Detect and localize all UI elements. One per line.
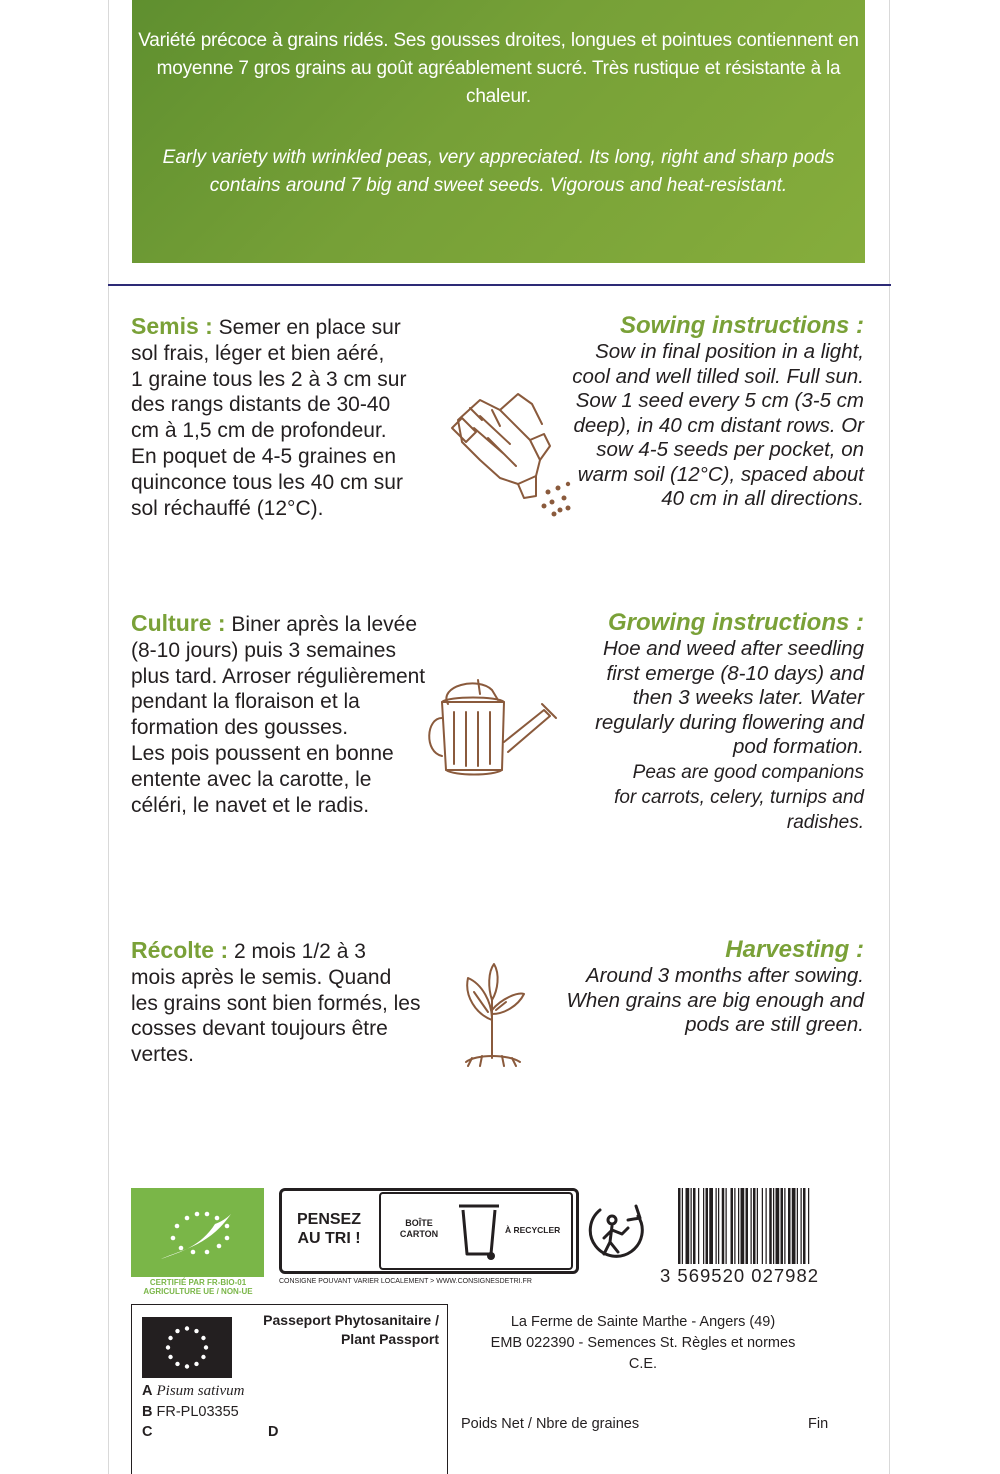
culture-line: (8-10 jours) puis 3 semaines <box>131 638 396 662</box>
eu-star-icon <box>194 1329 198 1333</box>
description-en-line1: Early variety with wrinkled peas, very appreciated. Its long, right and sharp pods <box>162 147 835 168</box>
eu-flag-icon <box>142 1317 232 1378</box>
semis-line: 1 graine tous les 2 à 3 cm sur <box>131 367 407 391</box>
sowing-line: warm soil (12°C), spaced about <box>577 462 864 486</box>
eu-leaf-icon <box>131 1188 264 1277</box>
consigne-text: CONSIGNE POUVANT VARIER LOCALEMENT > WWW.CONSIGNESDETRI.FR <box>279 1278 532 1285</box>
passport-title <box>263 1311 439 1349</box>
semis-line: En poquet de 4-5 graines en <box>131 444 397 468</box>
eu-star-icon <box>201 1336 205 1340</box>
eu-star-icon <box>168 1336 172 1340</box>
net-weight-label: Poids Net / Nbre de graines <box>461 1416 640 1432</box>
barcode-bar <box>718 1188 719 1264</box>
pensez-line2: AU TRI ! <box>297 1230 361 1247</box>
bio-cert-line2: AGRICULTURE UE / NON-UE <box>143 1287 253 1296</box>
bio-cert-line1: CERTIFIÉ PAR FR-BIO-01 <box>149 1278 247 1287</box>
triman-icon <box>582 1196 652 1266</box>
boite-line2: CARTON <box>399 1229 439 1239</box>
culture-line: Les pois poussent en bonne <box>131 741 394 765</box>
barcode-bar <box>762 1188 763 1264</box>
barcode-number: 3 569520 027982 <box>660 1265 820 1286</box>
eu-star-icon <box>175 1362 179 1366</box>
barcode-bar <box>784 1188 785 1264</box>
sowing-line: deep), in 40 cm distant rows. Or <box>573 413 864 437</box>
barcode-bar <box>682 1188 683 1264</box>
description-fr-line1: Variété précoce à grains ridés. Ses gousses droites, longues et pointues contiennent en <box>138 30 859 51</box>
passport-d-label: D <box>268 1424 279 1440</box>
passport-fields <box>142 1381 279 1443</box>
passport-title-line1: Passeport Phytosanitaire / <box>263 1312 439 1328</box>
sowing-line: Sow in final position in a light, <box>595 340 864 363</box>
eu-star-icon <box>185 1326 189 1330</box>
growing-line: Hoe and weed after seedling <box>603 637 864 660</box>
passport-b-value: FR-PL03355 <box>156 1403 239 1420</box>
gloves-icon <box>440 380 580 520</box>
barcode-bar <box>716 1188 717 1264</box>
eu-star-icon <box>201 1355 205 1359</box>
culture-line: pendant la floraison et la <box>131 690 360 714</box>
sowing-line: Sow 1 seed every 5 cm (3-5 cm <box>575 389 864 412</box>
recolte-section <box>131 938 420 1068</box>
sowing-section <box>572 312 864 512</box>
sowing-line: cool and well tilled soil. Full sun. <box>572 364 864 388</box>
eu-star-icon <box>194 1362 198 1366</box>
culture-heading: Culture : <box>131 610 226 636</box>
recolte-line: 2 mois 1/2 à 3 <box>228 940 366 963</box>
barcode-bar <box>691 1188 692 1264</box>
growing-line: first emerge (8-10 days) and <box>606 661 864 685</box>
barcode-bar <box>788 1188 791 1264</box>
barcode-bar <box>757 1188 758 1264</box>
boite-line1: BOÎTE <box>405 1218 433 1228</box>
end-date-label: Fin <box>808 1416 829 1432</box>
barcode-bar <box>686 1188 690 1264</box>
semis-line: sol frais, léger et bien aéré, <box>131 341 385 365</box>
passport-b-label: B <box>142 1403 153 1420</box>
eu-star-icon <box>185 1364 189 1368</box>
semis-line: Semer en place sur <box>212 316 401 339</box>
barcode-bar <box>753 1188 756 1264</box>
bin-icon <box>455 1200 503 1262</box>
barcode-bar <box>797 1188 798 1264</box>
producer-line2: EMB 022390 - Semences St. Règles et normes C.E. <box>490 1335 796 1372</box>
semis-line: cm à 1,5 cm de profondeur. <box>131 419 387 443</box>
growing-line: pod formation. <box>732 735 864 758</box>
eu-star-icon <box>168 1355 172 1359</box>
sowing-heading: Sowing instructions : <box>620 312 864 339</box>
harvesting-line: Around 3 months after sowing. <box>585 964 864 987</box>
passport-title-line2: Plant Passport <box>340 1331 439 1347</box>
culture-line: entente avec la carotte, le <box>131 767 372 791</box>
recolte-heading: Récolte : <box>131 937 229 963</box>
watering-can-icon <box>418 672 568 782</box>
barcode-bar <box>769 1188 772 1264</box>
passport-a-value: Pisum sativum <box>156 1383 245 1399</box>
pensez-au-tri <box>287 1210 371 1248</box>
harvesting-heading: Harvesting : <box>725 936 864 963</box>
semis-line: quinconce tous les 40 cm sur <box>131 470 403 494</box>
description-en <box>132 144 865 200</box>
barcode-bar <box>706 1188 709 1264</box>
producer-info <box>478 1312 808 1375</box>
description-en-line2: contains around 7 big and sweet seeds. Vigorous and heat-resistant. <box>209 175 788 196</box>
semis-heading: Semis : <box>131 313 213 339</box>
barcode-bar <box>722 1188 725 1264</box>
semis-line: sol réchauffé (12°C). <box>131 496 324 520</box>
barcode-bar <box>746 1188 749 1264</box>
recolte-line: les grains sont bien formés, les <box>131 991 421 1015</box>
recolte-line: vertes. <box>131 1043 195 1067</box>
barcode-bar <box>738 1188 739 1264</box>
seedling-icon <box>458 958 528 1068</box>
recolte-line: mois après le semis. Quand <box>131 965 392 989</box>
barcode-bar <box>751 1188 752 1264</box>
passport-a-label: A <box>142 1383 153 1399</box>
barcode-bar <box>808 1188 809 1264</box>
barcode-bar <box>801 1188 802 1264</box>
growing-section <box>595 609 864 835</box>
growing-line: regularly during flowering and <box>595 710 864 734</box>
barcode-bar <box>781 1188 784 1264</box>
barcode-bar <box>773 1188 774 1264</box>
a-recycler-label: À RECYCLER <box>505 1225 561 1235</box>
barcode-bar <box>703 1188 704 1264</box>
semis-line: des rangs distants de 30-40 <box>131 393 391 417</box>
barcode-bar <box>731 1188 734 1264</box>
eu-star-icon <box>175 1329 179 1333</box>
barcode-bar <box>709 1188 713 1264</box>
bio-certification-text <box>128 1278 268 1296</box>
culture-line: Biner après la levée <box>225 613 418 636</box>
sowing-line: 40 cm in all directions. <box>661 487 864 510</box>
barcode-bar <box>766 1188 767 1264</box>
culture-line: formation des gousses. <box>131 716 349 740</box>
description-fr <box>132 27 865 111</box>
growing-line: then 3 weeks later. Water <box>632 686 864 709</box>
plant-passport <box>131 1304 448 1474</box>
eu-organic-logo <box>131 1188 264 1277</box>
barcode-bar <box>734 1188 735 1264</box>
harvesting-line: pods are still green. <box>685 1013 864 1036</box>
barcode-bar <box>698 1188 699 1264</box>
culture-section <box>131 611 425 818</box>
barcode-bar <box>741 1188 745 1264</box>
recolte-line: cosses devant toujours être <box>131 1017 388 1041</box>
culture-line: plus tard. Arroser régulièrement <box>131 664 426 688</box>
growing-line: radishes. <box>786 811 864 833</box>
recycling-info <box>279 1188 579 1274</box>
barcode-bar <box>803 1188 806 1264</box>
growing-line: for carrots, celery, turnips and <box>614 786 864 808</box>
passport-c-label: C <box>142 1424 153 1440</box>
barcode-bar <box>792 1188 796 1264</box>
divider-rule <box>108 284 891 286</box>
harvesting-line: When grains are big enough and <box>566 988 864 1012</box>
description-panel <box>132 0 865 263</box>
description-fr-line2: moyenne 7 gros grains au goût agréablement sucré. Très rustique et résistante à la chaleur. <box>156 58 841 107</box>
pensez-line1: PENSEZ <box>296 1211 361 1228</box>
barcode-icon <box>676 1188 854 1264</box>
barcode-bar <box>693 1188 696 1264</box>
barcode-bar <box>678 1188 681 1264</box>
boite-carton-label <box>391 1218 447 1240</box>
eu-star-icon <box>166 1345 170 1349</box>
barcode-bar <box>776 1188 780 1264</box>
growing-heading: Growing instructions : <box>608 609 864 636</box>
eu-star-icon <box>204 1345 208 1349</box>
culture-line: céléri, le navet et le radis. <box>131 793 370 817</box>
sowing-line: sow 4-5 seeds per pocket, on <box>596 438 864 461</box>
barcode-bar <box>726 1188 727 1264</box>
producer-line1: La Ferme de Sainte Marthe - Angers (49) <box>510 1314 776 1330</box>
harvesting-section <box>567 936 864 1038</box>
semis-section <box>131 314 406 521</box>
growing-line: Peas are good companions <box>632 761 864 783</box>
